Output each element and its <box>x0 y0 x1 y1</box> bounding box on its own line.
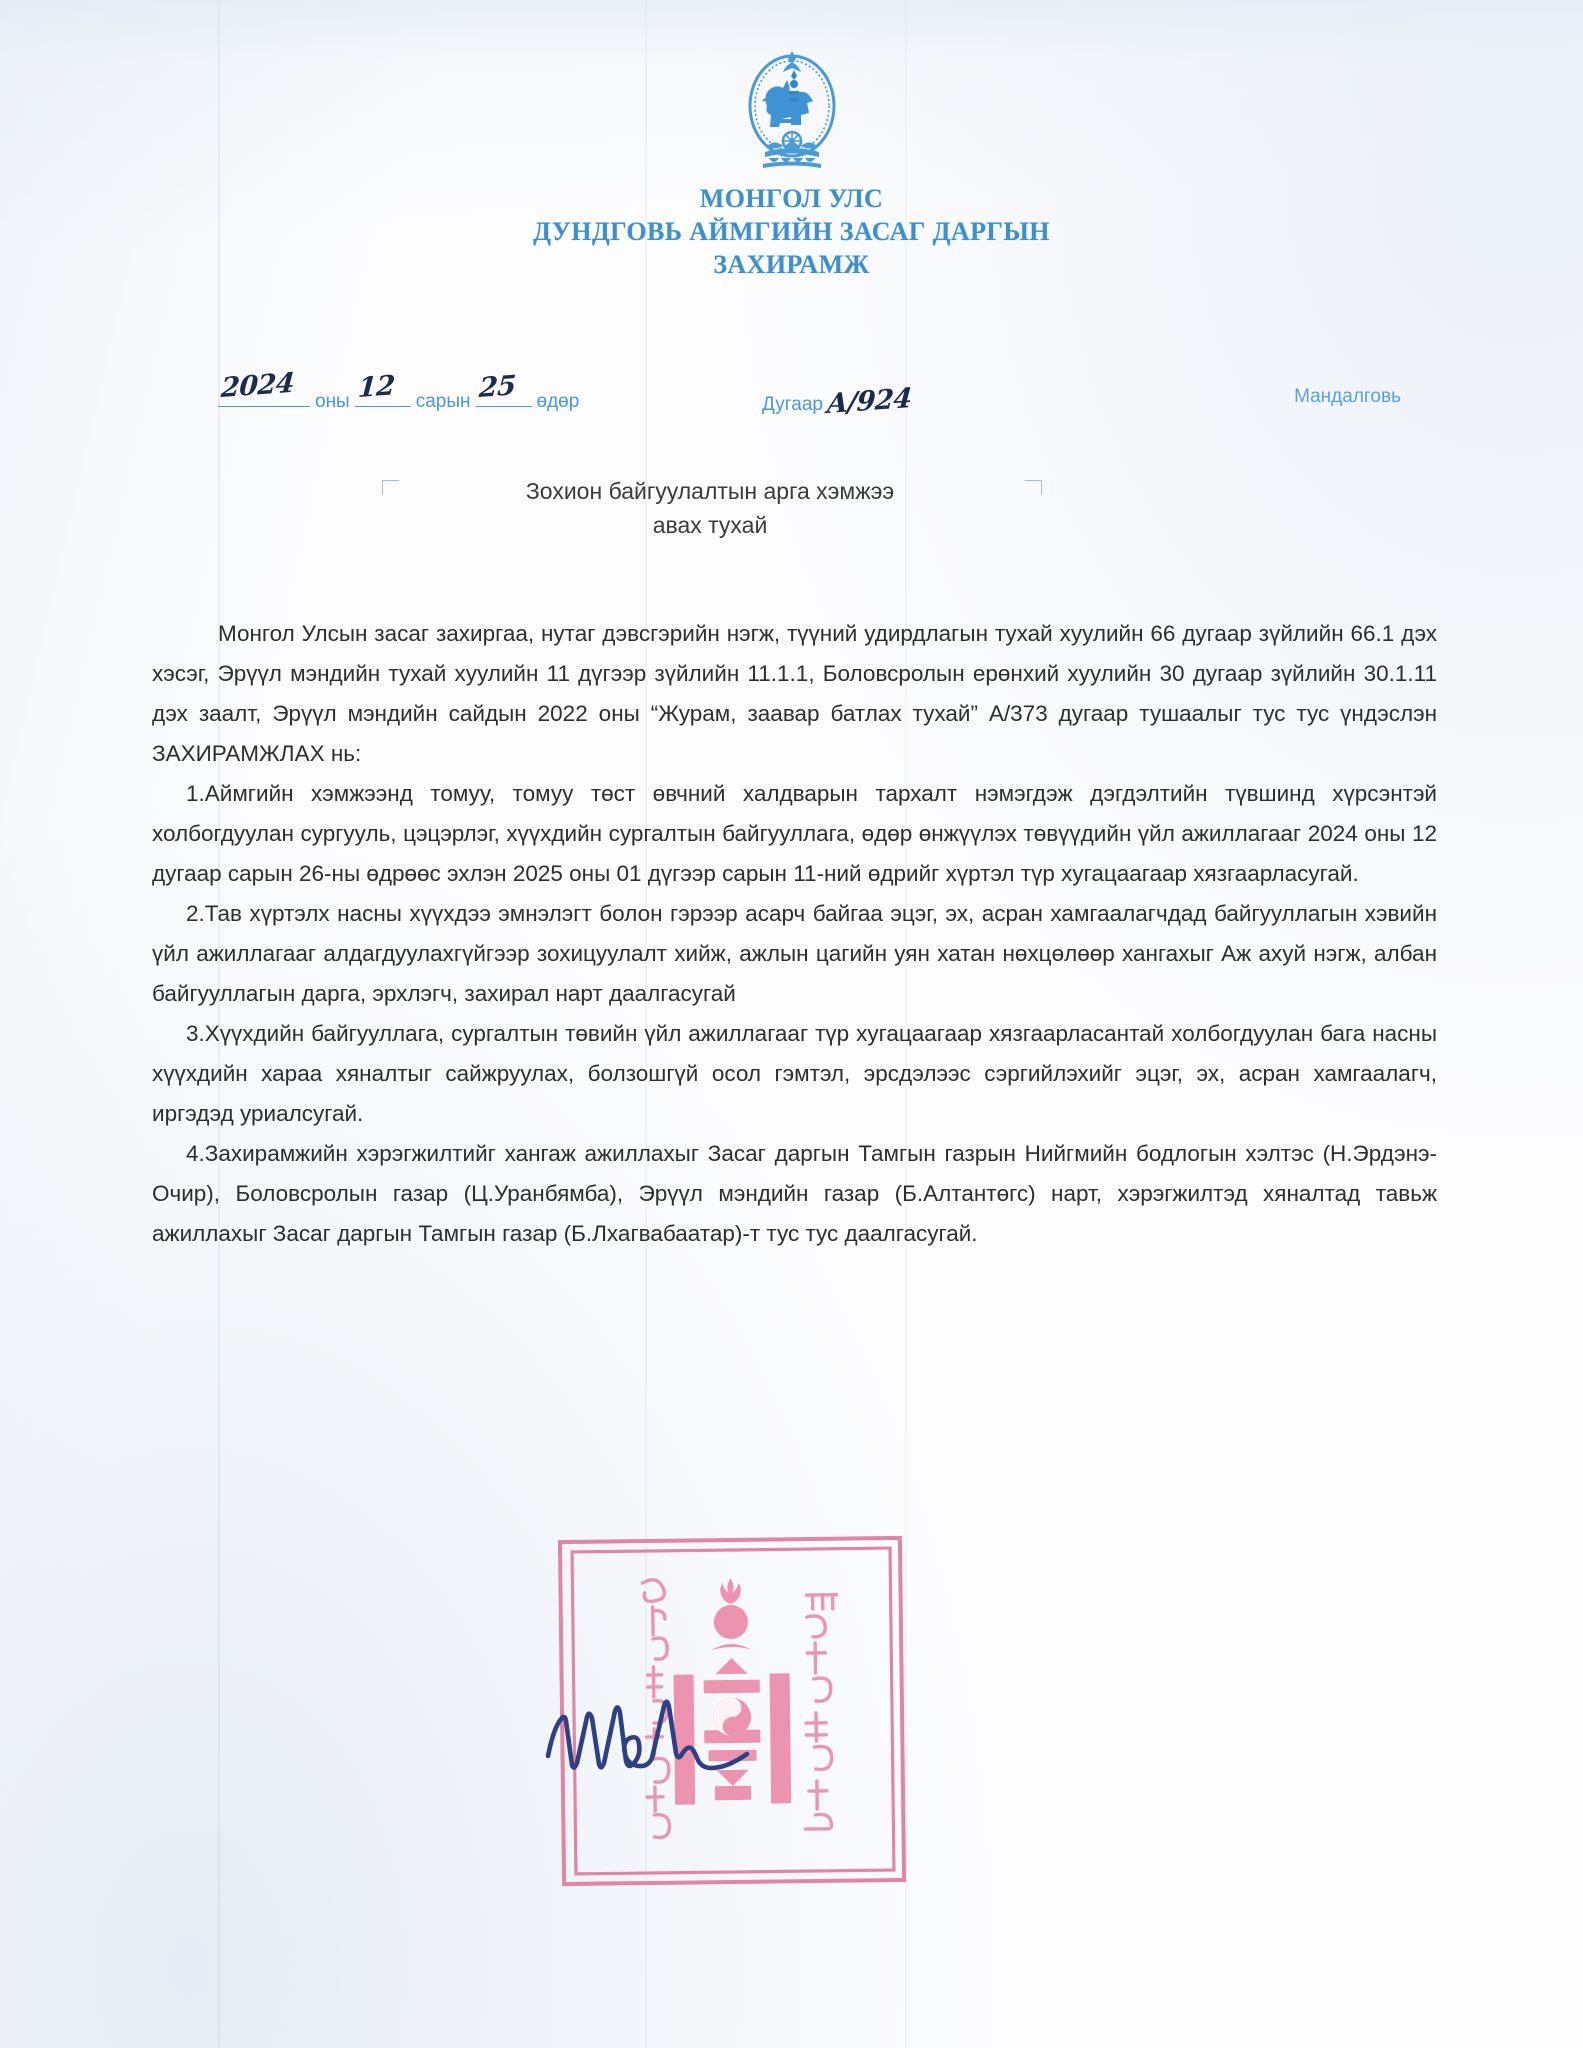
document-number-group <box>762 382 913 421</box>
emblem-container <box>0 46 1583 172</box>
document-title <box>0 182 1583 281</box>
title-line-doctype: ЗАХИРАМЖ <box>713 250 870 279</box>
paragraph-item-1: 1.Аймгийн хэмжээнд томуу, томуу төст өвчний халдварын тархалт нэмэгдэж дэгдэлтийн түвшинд хүрсэнтэй холбогдуулан сургууль, цэцэрлэг, хүүхдийн сургалтын байгууллага, өдөр өнжүүлэх төвүүдийн үйл ажиллагааг 2024 оны 12 дугаар сарын 26-ны өдрөөс эхлэн 2025 оны 01 дүгээр сарын 11-ний өдрийг хүртэл түр хугацаагаар хязгаарласугай. <box>152 781 1437 886</box>
title-line-country: МОНГОЛ УЛС <box>699 184 884 213</box>
month-label: сарын <box>415 391 471 412</box>
title-line-authority: ДУНДГОВЬ АЙМГИЙН ЗАСАГ ДАРГЫН <box>533 217 1050 246</box>
year-blank <box>218 367 310 407</box>
bracket-left-icon <box>382 480 399 495</box>
official-seal-stamp <box>554 1532 910 1890</box>
subject-line-1: Зохион байгуулалтын арга хэмжээ <box>525 478 895 504</box>
date-row <box>0 367 1583 424</box>
document-body <box>152 614 1437 1254</box>
subject-block <box>330 474 1090 542</box>
paragraph-item-2: 2.Тав хүртэлх насны хүүхдээ эмнэлэгт болон гэрээр асарч байгаа эцэг, эх, асран хамгаалагчдад байгууллагын хэвийн үйл ажиллагааг алдагдуулахгүйгээр зохицуулалт хийж, ажлын цагийн уян хатан нөхцөлөөр хангахыг Аж ахуй нэгж, албан байгууллагын дарга, эрхлэгч, захирал нарт даалгасугай <box>152 901 1437 1006</box>
paragraph-preamble: Монгол Улсын засаг захиргаа, нутаг дэвсгэрийн нэгж, түүний удирдлагын тухай хуулийн 66 дугаар зүйлийн 66.1 дэх хэсэг, Эрүүл мэндийн тухай хуулийн 11 дүгээр зүйлийн 11.1.1, Боловсролын ерөнхий хуулийн 30 дугаар зүйлийн 30.1.11 дэх заалт, Эрүүл мэндийн сайдын 2022 оны “Журам, заавар батлах тухай” А/373 дугаар тушаалыг тус тус үндэслэн ЗАХИРАМЖЛАХ нь: <box>152 621 1437 766</box>
document-number-handwritten: A/924 <box>826 382 913 421</box>
month-handwritten: 12 <box>356 370 396 404</box>
month-blank <box>355 370 411 407</box>
place-label: Мандалговь <box>1294 386 1401 407</box>
day-handwritten: 25 <box>477 370 517 404</box>
day-blank <box>476 370 532 407</box>
date-group <box>218 367 580 413</box>
paragraph-item-3: 3.Хүүхдийн байгууллага, сургалтын төвийн үйл ажиллагааг түр хугацаагаар хязгаарласантай холбогдуулан бага насны хүүхдийн хараа хяналтыг сайжруулах, болзошгүй осол гэмтэл, эрсдэлээс сэргийлэхийг эцэг, эх, асран хамгаалагч, иргэдэд уриалсугай. <box>152 1021 1437 1126</box>
mongolia-state-emblem-icon <box>733 46 851 172</box>
paragraph-item-4: 4.Захирамжийн хэрэгжилтийг хангаж ажиллахыг Засаг даргын Тамгын газрын Нийгмийн бодлогын хэлтэс (Н.Эрдэнэ-Очир), Боловсролын газар (Ц.Уранбямба), Эрүүл мэндийн газар (Б.Алтантөгс) нарт, хэрэгжилтэд хяналтад тавьж ажиллахыг Засаг даргын Тамгын газар (Б.Лхагвабаатар)-т тус тус даалгасугай. <box>152 1141 1437 1246</box>
day-label: өдөр <box>536 391 580 412</box>
bracket-right-icon <box>1025 480 1042 495</box>
year-label: оны <box>315 391 350 412</box>
handwritten-signature <box>530 1660 810 1810</box>
subject-line-2: авах тухай <box>652 512 768 538</box>
document-number-label: Дугаар <box>762 394 823 415</box>
year-handwritten: 2024 <box>220 367 296 404</box>
